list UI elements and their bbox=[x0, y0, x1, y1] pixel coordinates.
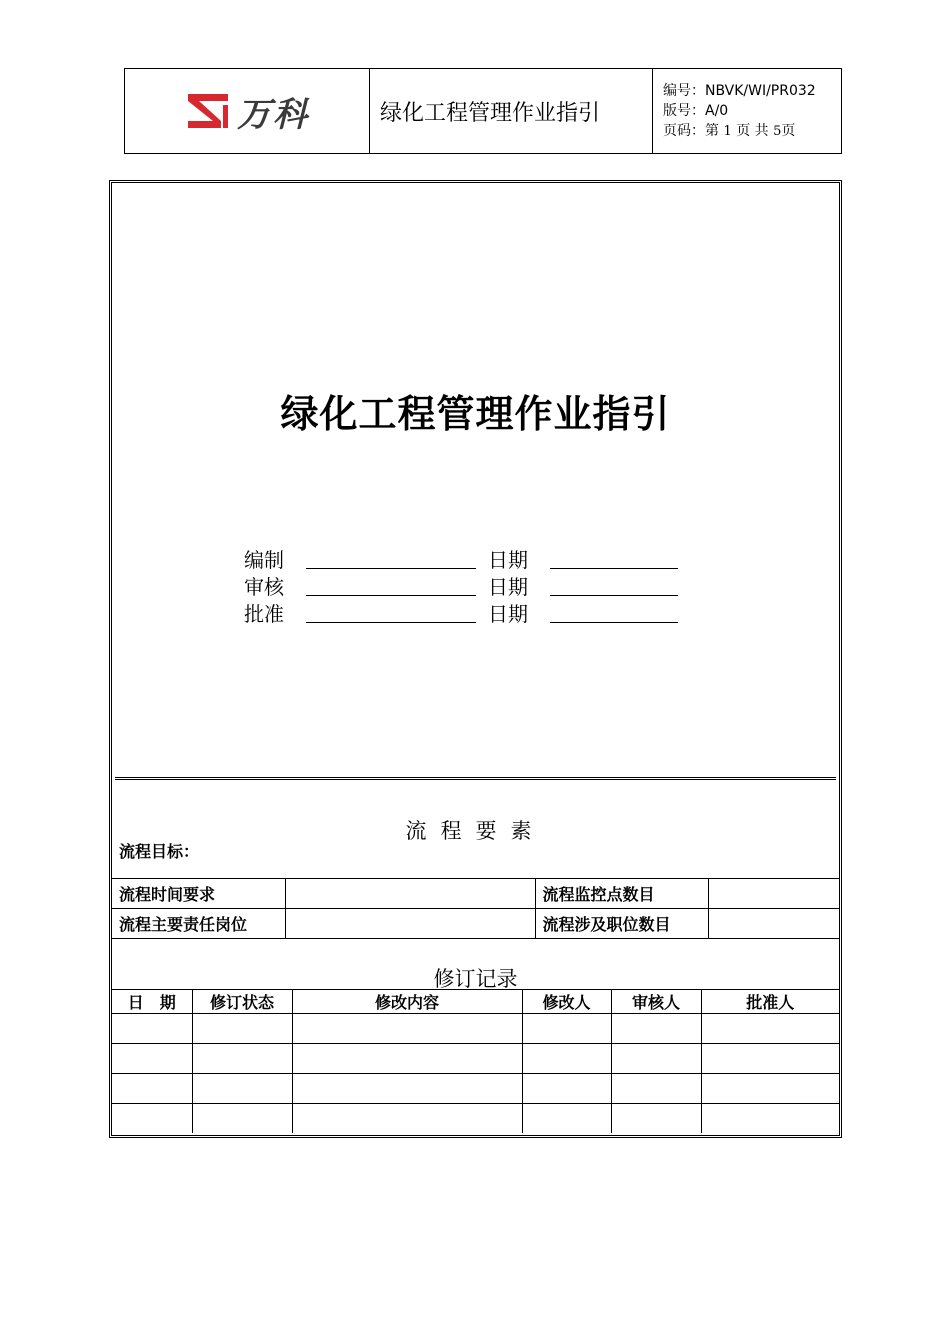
table-cell-value[interactable] bbox=[285, 879, 535, 909]
date-label: 日期 bbox=[488, 575, 528, 599]
table-cell[interactable] bbox=[112, 1014, 192, 1044]
doc-number-line: 编号：NBVK/WI/PR032 bbox=[663, 82, 816, 99]
table-cell[interactable] bbox=[112, 1074, 192, 1104]
signature-row bbox=[244, 572, 678, 599]
document-frame bbox=[109, 180, 842, 1138]
table-row bbox=[112, 909, 839, 939]
table-cell[interactable] bbox=[522, 1014, 611, 1044]
revision-record-heading: 修订记录 bbox=[433, 967, 518, 991]
table-row bbox=[112, 1104, 839, 1134]
document-header bbox=[124, 68, 842, 154]
page-line: 页码：第 1 页 共 5页 bbox=[663, 122, 796, 139]
table-cell[interactable] bbox=[292, 1104, 522, 1134]
process-elements-heading: 流程要素 bbox=[405, 819, 546, 843]
header-title: 绿化工程管理作业指引 bbox=[370, 69, 653, 154]
table-cell[interactable] bbox=[611, 1104, 701, 1134]
column-header-modifier: 修改人 bbox=[522, 990, 611, 1014]
table-cell[interactable] bbox=[701, 1074, 839, 1104]
column-header-content: 修改内容 bbox=[292, 990, 522, 1014]
table-cell[interactable] bbox=[192, 1074, 292, 1104]
process-target-label: 流程目标： bbox=[119, 842, 200, 861]
table-cell-value[interactable] bbox=[708, 879, 839, 909]
table-row bbox=[112, 1074, 839, 1104]
table-cell-label: 流程监控点数目 bbox=[535, 879, 708, 909]
table-cell[interactable] bbox=[292, 1044, 522, 1074]
table-cell[interactable] bbox=[292, 1014, 522, 1044]
page-total: 5 bbox=[773, 123, 782, 139]
table-cell[interactable] bbox=[112, 1104, 192, 1134]
table-cell[interactable] bbox=[522, 1104, 611, 1134]
signature-line[interactable] bbox=[306, 575, 476, 596]
date-line[interactable] bbox=[550, 602, 678, 623]
column-header-reviewer: 审核人 bbox=[611, 990, 701, 1014]
table-cell[interactable] bbox=[611, 1044, 701, 1074]
table-cell[interactable] bbox=[611, 1014, 701, 1044]
table-cell[interactable] bbox=[522, 1074, 611, 1104]
table-cell[interactable] bbox=[522, 1044, 611, 1074]
table-cell[interactable] bbox=[292, 1074, 522, 1104]
table-cell[interactable] bbox=[192, 1104, 292, 1134]
page-current: 1 bbox=[723, 123, 732, 139]
table-cell-label: 流程主要责任岗位 bbox=[112, 909, 285, 939]
signature-label: 审核 bbox=[244, 575, 284, 599]
header-meta bbox=[653, 69, 842, 154]
date-label: 日期 bbox=[488, 602, 528, 626]
version-line: 版号：A/0 bbox=[663, 102, 729, 119]
table-cell[interactable] bbox=[192, 1014, 292, 1044]
signature-row bbox=[244, 599, 678, 626]
table-cell[interactable] bbox=[611, 1074, 701, 1104]
section-divider bbox=[115, 777, 836, 780]
process-elements-table bbox=[112, 878, 839, 939]
table-cell[interactable] bbox=[112, 1044, 192, 1074]
table-row bbox=[112, 879, 839, 909]
signature-label: 批准 bbox=[244, 602, 284, 626]
table-cell-value[interactable] bbox=[285, 909, 535, 939]
table-cell-label: 流程涉及职位数目 bbox=[535, 909, 708, 939]
signature-label: 编制 bbox=[244, 548, 284, 572]
document-title: 绿化工程管理作业指引 bbox=[280, 392, 671, 436]
table-cell[interactable] bbox=[701, 1104, 839, 1134]
table-cell[interactable] bbox=[701, 1044, 839, 1074]
signature-line[interactable] bbox=[306, 602, 476, 623]
date-label: 日期 bbox=[488, 548, 528, 572]
signature-block bbox=[244, 545, 678, 626]
column-header-date: 日 期 bbox=[112, 990, 192, 1014]
signature-row bbox=[244, 545, 678, 572]
doc-number: NBVK/WI/PR032 bbox=[705, 82, 816, 99]
table-row bbox=[112, 1014, 839, 1044]
signature-line[interactable] bbox=[306, 548, 476, 569]
date-line[interactable] bbox=[550, 575, 678, 596]
vanke-logo bbox=[185, 87, 309, 136]
table-row bbox=[112, 1044, 839, 1074]
table-cell[interactable] bbox=[701, 1014, 839, 1044]
version-number: A/0 bbox=[705, 102, 729, 119]
table-cell-label: 流程时间要求 bbox=[112, 879, 285, 909]
vanke-mark-icon bbox=[185, 91, 231, 131]
revision-record-table bbox=[112, 989, 839, 1133]
logo-cell bbox=[125, 69, 370, 154]
table-header-row bbox=[112, 990, 839, 1014]
table-cell-value[interactable] bbox=[708, 909, 839, 939]
logo-text: 万科 bbox=[237, 94, 309, 135]
date-line[interactable] bbox=[550, 548, 678, 569]
column-header-status: 修订状态 bbox=[192, 990, 292, 1014]
table-cell[interactable] bbox=[192, 1044, 292, 1074]
column-header-approver: 批准人 bbox=[701, 990, 839, 1014]
